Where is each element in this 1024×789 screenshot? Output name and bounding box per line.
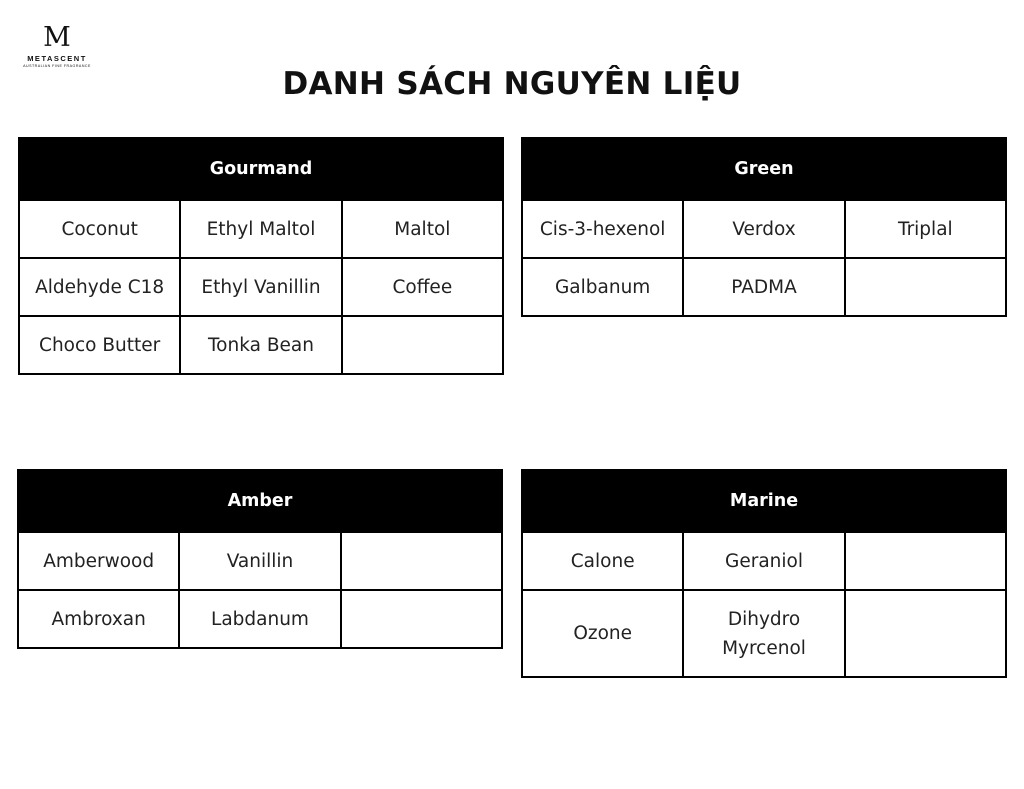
table-cell: Coffee [342, 258, 503, 316]
table-cell: Vanillin [179, 532, 340, 590]
table-row [18, 532, 502, 590]
green-header: Green [522, 138, 1006, 200]
table-cell [845, 590, 1006, 677]
marine-table [521, 469, 1007, 678]
amber-header: Amber [18, 470, 502, 532]
logo-mark: M [43, 22, 71, 53]
table-cell: Maltol [342, 200, 503, 258]
logo-tagline: AUSTRALIAN FINE FRAGRANCE [23, 64, 91, 68]
table-row [19, 316, 503, 374]
table-cell: Verdox [683, 200, 844, 258]
metascent-logo [14, 24, 100, 68]
table-cell: Coconut [19, 200, 180, 258]
table-cell: Ambroxan [18, 590, 179, 648]
table-cell: Choco Butter [19, 316, 180, 374]
table-cell [845, 258, 1006, 316]
table-cell: Calone [522, 532, 683, 590]
table-cell: Aldehyde C18 [19, 258, 180, 316]
table-cell [342, 316, 503, 374]
table-row [522, 590, 1006, 677]
table-cell: Galbanum [522, 258, 683, 316]
table-cell: Tonka Bean [180, 316, 341, 374]
table-row [19, 200, 503, 258]
table-cell: Amberwood [18, 532, 179, 590]
table-row [522, 532, 1006, 590]
gourmand-header: Gourmand [19, 138, 503, 200]
table-cell: Labdanum [179, 590, 340, 648]
table-cell [341, 532, 502, 590]
gourmand-table [18, 137, 504, 375]
table-row [19, 258, 503, 316]
table-cell: Dihydro Myrcenol [683, 590, 844, 677]
table-cell [341, 590, 502, 648]
table-cell [845, 532, 1006, 590]
table-row [522, 200, 1006, 258]
table-cell: Geraniol [683, 532, 844, 590]
table-row [18, 590, 502, 648]
table-cell: Ethyl Vanillin [180, 258, 341, 316]
table-cell: Ethyl Maltol [180, 200, 341, 258]
table-cell: Ozone [522, 590, 683, 677]
table-cell: PADMA [683, 258, 844, 316]
marine-header: Marine [522, 470, 1006, 532]
logo-name: METASCENT [27, 54, 87, 63]
amber-table [17, 469, 503, 649]
table-row [522, 258, 1006, 316]
table-cell: Cis-3-hexenol [522, 200, 683, 258]
green-table [521, 137, 1007, 317]
page-title: DANH SÁCH NGUYÊN LIỆU [282, 66, 742, 102]
table-cell: Triplal [845, 200, 1006, 258]
